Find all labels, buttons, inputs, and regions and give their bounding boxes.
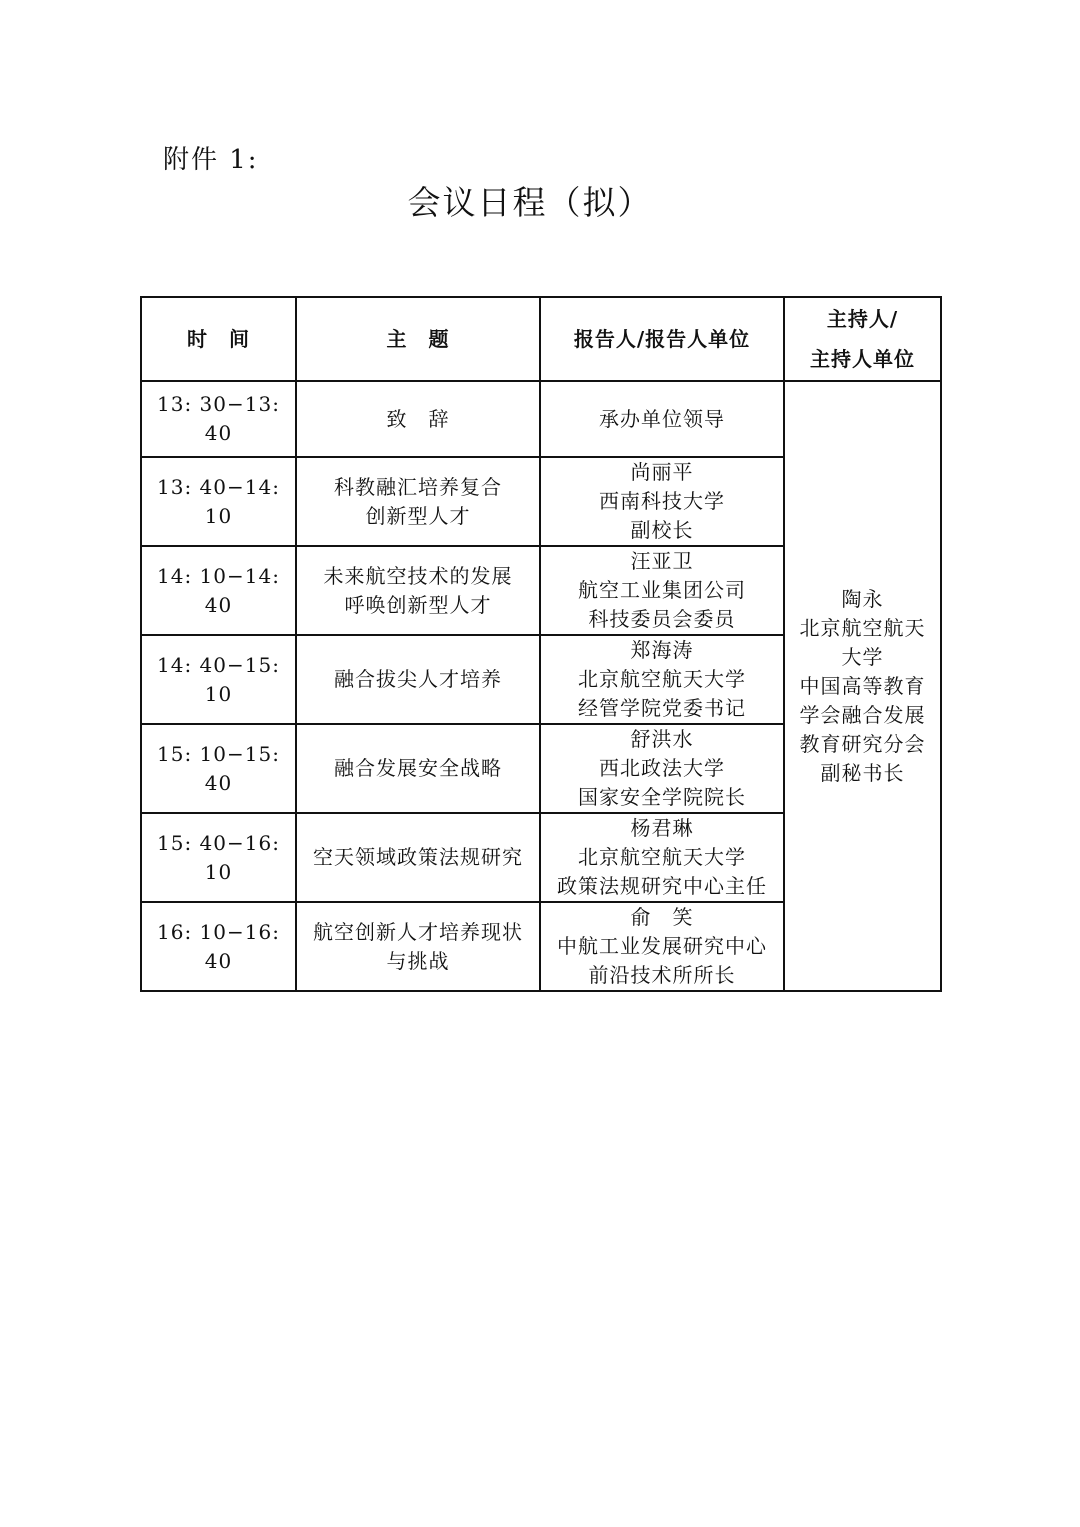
- time-cell: 13: 40−14: 10: [141, 457, 296, 546]
- host-line: 大学: [841, 644, 884, 669]
- speaker-cell: [540, 381, 784, 457]
- topic-cell: [296, 724, 540, 813]
- document-title: 会议日程（拟）: [407, 183, 653, 222]
- host-line: 陶永: [841, 586, 884, 611]
- speaker-line: 航空工业集团公司: [578, 578, 746, 602]
- host-line: 教育研究分会: [799, 731, 926, 756]
- host-line: 副秘书长: [820, 760, 905, 785]
- topic-line: 融合发展安全战略: [334, 756, 502, 780]
- header-row: [141, 297, 941, 381]
- speaker-line: 舒洪水: [630, 727, 694, 751]
- speaker-line: 前沿技术所所长: [588, 963, 736, 987]
- header-topic: 主 题: [296, 297, 540, 381]
- header-speaker: 报告人/报告人单位: [540, 297, 784, 381]
- topic-cell: [296, 635, 540, 724]
- speaker-line: 北京航空航天大学: [578, 667, 746, 691]
- host-line: 北京航空航天: [799, 615, 926, 640]
- speaker-cell: [540, 724, 784, 813]
- host-cell: [784, 381, 941, 991]
- header-host-line: 主持人单位: [810, 347, 915, 371]
- speaker-line: 尚丽平: [630, 460, 694, 484]
- time-cell: 14: 10−14: 40: [141, 546, 296, 635]
- speaker-cell: [540, 546, 784, 635]
- speaker-line: 中航工业发展研究中心: [557, 934, 767, 958]
- topic-line: 科教融汇培养复合: [334, 474, 502, 499]
- speaker-line: 北京航空航天大学: [578, 845, 746, 869]
- speaker-line: 副校长: [630, 518, 694, 542]
- speaker-line: 国家安全学院院长: [578, 785, 746, 809]
- time-cell: 13: 30−13: 40: [141, 381, 296, 457]
- time-cell: 16: 10−16: 40: [141, 902, 296, 991]
- speaker-line: 西北政法大学: [599, 756, 725, 780]
- speaker-line: 俞 笑: [630, 905, 694, 929]
- speaker-line: 汪亚卫: [630, 549, 694, 573]
- speaker-line: 西南科技大学: [599, 489, 725, 513]
- speaker-line: 承办单位领导: [599, 406, 725, 431]
- speaker-cell: [540, 813, 784, 902]
- host-line: 学会融合发展: [799, 702, 926, 727]
- time-cell: 15: 40−16: 10: [141, 813, 296, 902]
- topic-line: 致 辞: [386, 406, 450, 431]
- time-cell: 14: 40−15: 10: [141, 635, 296, 724]
- topic-line: 未来航空技术的发展: [323, 563, 513, 588]
- speaker-cell: [540, 457, 784, 546]
- speaker-cell: [540, 902, 784, 991]
- topic-line: 空天领域政策法规研究: [313, 845, 523, 869]
- topic-line: 融合拔尖人才培养: [334, 667, 502, 691]
- topic-line: 与挑战: [386, 948, 450, 973]
- speaker-line: 郑海涛: [630, 638, 694, 662]
- topic-cell: [296, 546, 540, 635]
- speaker-cell: [540, 635, 784, 724]
- host-line: 中国高等教育: [799, 673, 926, 698]
- topic-cell: [296, 902, 540, 991]
- topic-line: 航空创新人才培养现状: [313, 919, 523, 944]
- topic-cell: [296, 813, 540, 902]
- topic-line: 创新型人才: [365, 503, 471, 528]
- speaker-line: 杨君琳: [630, 816, 694, 840]
- table-row: [141, 381, 941, 457]
- header-time: 时 间: [141, 297, 296, 381]
- attachment-label: 附件 1:: [163, 145, 259, 175]
- topic-cell: [296, 457, 540, 546]
- header-host: [784, 297, 941, 381]
- speaker-line: 科技委员会委员: [588, 607, 736, 631]
- topic-line: 呼唤创新型人才: [344, 592, 492, 617]
- schedule-table: [140, 296, 942, 992]
- speaker-line: 政策法规研究中心主任: [557, 874, 767, 898]
- header-host-line: 主持人/: [826, 307, 899, 331]
- topic-cell: [296, 381, 540, 457]
- speaker-line: 经管学院党委书记: [578, 696, 746, 720]
- time-cell: 15: 10−15: 40: [141, 724, 296, 813]
